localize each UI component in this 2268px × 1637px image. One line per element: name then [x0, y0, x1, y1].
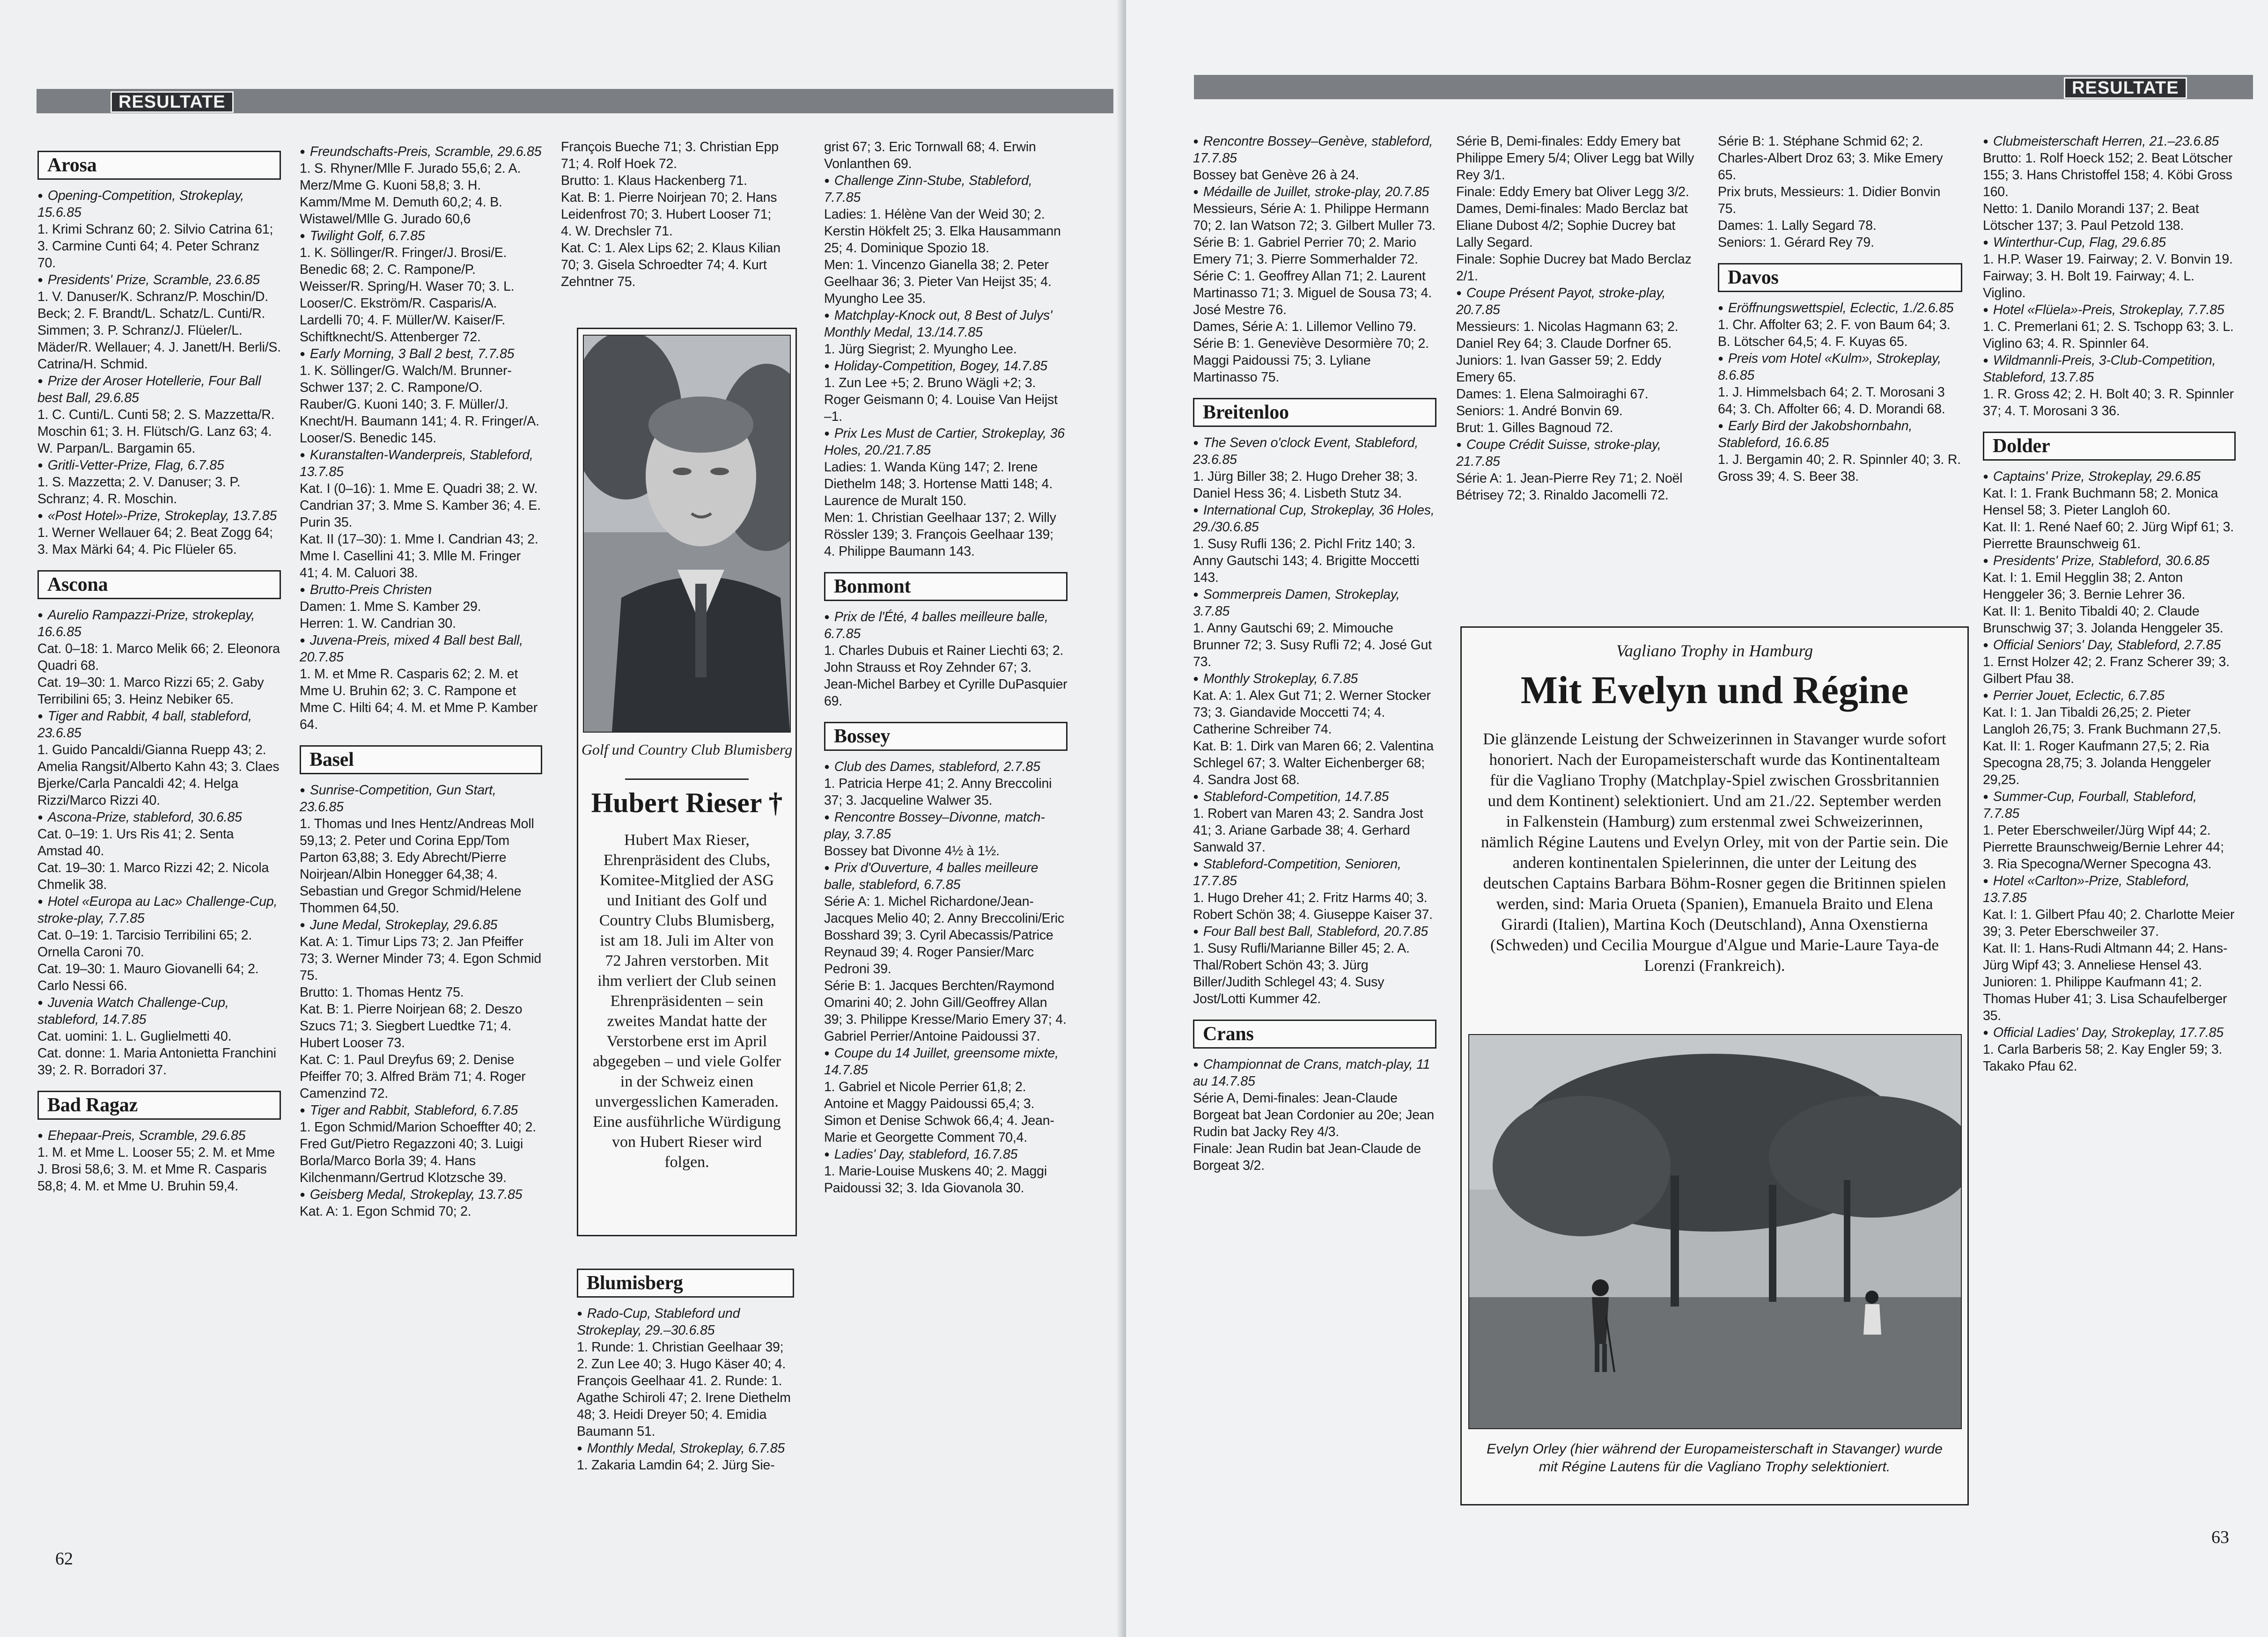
event-title: ● Ascona-Prize, stableford, 30.6.85 [37, 809, 281, 826]
result-line: Brutto: 1. Thomas Hentz 75. [300, 985, 464, 1000]
obituary-club: Golf und Country Club Blumisberg [581, 741, 793, 758]
event-title: ● Prix d'Ouverture, 4 balles meilleure balle, stableford, 6.7.85 [824, 859, 1068, 893]
result-line: 1. K. Söllinger/R. Fringer/J. Brosi/E. Benedic 68; 2. C. Rampone/P. Weisser/R. Spring/H. Waser 70; 3. L. Looser/C. Ekström/R. Casparis/A. Lardelli 70; 4. F. Müller/W. Kaiser/F. Schiftknecht/S. Attenberger 72. [300, 245, 515, 345]
event-title: ● Ladies' Day, stableford, 16.7.85 [824, 1146, 1068, 1163]
obituary-text: Hubert Max Rieser, Ehrenpräsident des Clubs, Komitee-Mitglied der ASG und Initiant des Golf und Country Clubs Blumisberg, ist am 18. Juli im Alter von 72 Jahren verstorben. Mit ihm verliert der Club seinen Ehrenpräsidenten – sein zweites Mandat hatte der Verstorbene erst im April abgegeben – und viele Golfer in der Schweiz einen unvergesslichen Kameraden. Eine ausführliche Würdigung von Hubert Rieser wird folgen. [592, 831, 781, 1171]
result-line: Kat. B: 1. Dirk van Maren 66; 2. Valentina Schlegel 67; 3. Walter Eichenberger 68; 4. Sandra Jost 68. [1193, 739, 1434, 787]
result-line: 1. C. Cunti/L. Cunti 58; 2. S. Mazzetta/R. Moschin 61; 3. H. Flütsch/G. Lanz 63; 4. W. Parpan/L. Bargamin 65. [37, 407, 275, 456]
result-line: Kat. I: 1. Gilbert Pfau 40; 2. Charlotte Meier 39; 3. Peter Eberschweiler 37. [1983, 907, 2235, 939]
cross-icon: † [768, 787, 783, 818]
result-line: 1. Thomas und Ines Hentz/Andreas Moll 59,13; 2. Peter und Corina Epp/Tom Parton 63,88; 3. Edy Abrecht/Pierre Noirjean/Albin Honegger 64,38; 4. Sebastian und Gregor Schmid/Helene Thommen 64,50. [300, 816, 534, 916]
result-line: 1. Carla Barberis 58; 2. Kay Engler 59; 3. Takako Pfau 62. [1983, 1042, 2223, 1074]
section-header-bar [37, 89, 1113, 113]
club-heading: Davos [1718, 263, 1962, 292]
result-line: Finale: Jean Rudin bat Jean-Claude de Borgeat 3/2. [1193, 1141, 1421, 1173]
event-title: ● Eröffnungswettspiel, Eclectic, 1./2.6.85 [1718, 300, 1962, 316]
left-page [0, 0, 1126, 1637]
result-line: Men: 1. Vincenzo Gianella 38; 2. Peter Geelhaar 36; 3. Pieter Van Heijst 35; 4. Myungho Lee 35. [824, 257, 1052, 306]
result-line: Seniors: 1. André Bonvin 69. [1456, 404, 1623, 418]
event-title: ● Preis vom Hotel «Kulm», Strokeplay, 8.6.85 [1718, 350, 1962, 384]
event-title: ● Early Bird der Jakobshornbahn, Stableford, 16.6.85 [1718, 418, 1962, 451]
result-line: 1. Peter Eberschweiler/Jürg Wipf 44; 2. Pierrette Braunschweig/Bernie Lehrer 44; 3. Ria Specogna/Werner Specogna 43. [1983, 823, 2224, 872]
results-column-6 [1456, 133, 1700, 504]
event-title: ● Sunrise-Competition, Gun Start, 23.6.85 [300, 782, 542, 815]
section-header-tag: RESULTATE [110, 91, 234, 113]
event-title: ● Official Ladies' Day, Strokeplay, 17.7.85 [1983, 1024, 2236, 1041]
result-line: 1. Jürg Biller 38; 2. Hugo Dreher 38; 3. Daniel Hess 36; 4. Lisbeth Stutz 34. [1193, 469, 1418, 501]
event-title: ● Matchplay-Knock out, 8 Best of Julys' Monthly Medal, 13./14.7.85 [824, 307, 1068, 341]
section-header-bar-right [1194, 75, 2253, 99]
divider [625, 778, 749, 780]
result-line: 1. Anny Gautschi 69; 2. Mimouche Brunner 72; 3. Susy Rufli 72; 4. José Gut 73. [1193, 621, 1432, 669]
result-line: Série A: 1. Michel Richardone/Jean-Jacques Melio 40; 2. Anny Breccolini/Eric Bosshard 39; 3. Cyril Abecassis/Patrice Reynaud 39; 4. Roger Pansier/Marc Pedroni 39. [824, 894, 1064, 976]
club-heading: Dolder [1983, 432, 2236, 461]
result-line: Kat. II (17–30): 1. Mme I. Candrian 43; 2. Mme I. Casellini 41; 3. Mlle M. Fringer 41; 4. M. Caluori 38. [300, 532, 538, 580]
club-heading: Crans [1193, 1020, 1436, 1049]
result-line: Dames: 1. Elena Salmoiraghi 67. [1456, 387, 1649, 402]
result-line: Juniors: 1. Ivan Gasser 59; 2. Eddy Emery 65. [1456, 353, 1662, 385]
event-title: ● «Post Hotel»-Prize, Strokeplay, 13.7.85 [37, 507, 281, 524]
result-line: 1. J. Himmelsbach 64; 2. T. Morosani 3 64; 3. Ch. Affolter 66; 4. D. Morandi 68. [1718, 385, 1945, 417]
result-line: Kat. B: 1. Pierre Noirjean 68; 2. Deszo Szucs 71; 3. Siegbert Luedtke 71; 4. Hubert Looser 73. [300, 1002, 523, 1050]
event-title: ● Wildmannli-Preis, 3-Club-Competition, Stableford, 13.7.85 [1983, 352, 2236, 386]
event-title: ● Gritli-Vetter-Prize, Flag, 6.7.85 [37, 457, 281, 474]
event-title: ● Tiger and Rabbit, Stableford, 6.7.85 [300, 1102, 542, 1119]
result-line: 1. J. Bergamin 40; 2. R. Spinnler 40; 3. R. Gross 39; 4. S. Beer 38. [1718, 452, 1961, 484]
event-title: ● Prix de l'Été, 4 balles meilleure balle, 6.7.85 [824, 609, 1068, 642]
result-line: 1. Susy Rufli/Marianne Biller 45; 2. A. Thal/Robert Schön 43; 3. Jürg Biller/Judith Schlegel 43; 4. Susy Jost/Lotti Kummer 42. [1193, 941, 1410, 1006]
result-line: 1. Marie-Louise Muskens 40; 2. Maggi Paidoussi 32; 3. Ida Giovanola 30. [824, 1164, 1047, 1196]
page-number-right: 63 [2211, 1527, 2229, 1547]
feature-headline: Mit Evelyn und Régine [1520, 668, 1909, 712]
event-title: ● Hotel «Flüela»-Preis, Strokeplay, 7.7.85 [1983, 301, 2236, 318]
event-title: ● Early Morning, 3 Ball 2 best, 7.7.85 [300, 345, 542, 362]
result-line: Men: 1. Christian Geelhaar 137; 2. Willy Rössler 139; 3. François Geelhaar 139; 4. Philippe Baumann 143. [824, 510, 1056, 559]
result-line: Cat. 19–30: 1. Marco Rizzi 42; 2. Nicola Chmelik 38. [37, 860, 269, 892]
event-title: ● Summer-Cup, Fourball, Stableford, 7.7.85 [1983, 788, 2236, 822]
event-title: ● Winterthur-Cup, Flag, 29.6.85 [1983, 234, 2236, 251]
result-line: Finale: Sophie Ducrey bat Mado Berclaz 2/1. [1456, 252, 1692, 284]
event-title: ● Freundschafts-Preis, Scramble, 29.6.85 [300, 143, 542, 160]
result-line: Messieurs: 1. Nicolas Hagmann 63; 2. Daniel Rey 64; 3. Claude Dorfner 65. [1456, 319, 1679, 351]
results-column-8 [1983, 133, 2236, 1075]
result-line: Cat. 0–19: 1. Urs Ris 41; 2. Senta Amstad 40. [37, 827, 234, 859]
event-title: ● Kuranstalten-Wanderpreis, Stableford, 13.7.85 [300, 447, 542, 480]
result-line: 1. C. Premerlani 61; 2. S. Tschopp 63; 3. L. Viglino 63; 4. R. Spinnler 64. [1983, 319, 2234, 351]
result-line: Dames, Série A: 1. Lillemor Vellino 79. [1193, 319, 1416, 334]
result-line: Finale: Eddy Emery bat Oliver Legg 3/2. [1456, 184, 1689, 199]
result-line: 1. Ernst Holzer 42; 2. Franz Scherer 39; 3. Gilbert Pfau 38. [1983, 654, 2230, 686]
result-line: Junioren: 1. Philippe Kaufmann 41; 2. Thomas Huber 41; 3. Lisa Schaufelberger 35. [1983, 975, 2227, 1023]
portrait-image [584, 336, 790, 732]
event-title: ● Monthly Medal, Strokeplay, 6.7.85 [577, 1440, 794, 1457]
result-line: Kat. II: 1. Hans-Rudi Altmann 44; 2. Hans-Jürg Wipf 43; 3. Anneliese Hensel 43. [1983, 941, 2228, 973]
result-line: 1. Krimi Schranz 60; 2. Silvio Catrina 61; 3. Carmine Cunti 64; 4. Peter Schranz 70. [37, 222, 273, 271]
result-line: 1. S. Rhyner/Mlle F. Jurado 55,6; 2. A. Merz/Mme G. Kuoni 58,8; 3. H. Kamm/Mme M. Demuth 60,2; 4. B. Wistawel/Mlle G. Jurado 60,6 [300, 161, 521, 227]
result-line: 1. Egon Schmid/Marion Schoeffter 40; 2. Fred Gut/Pietro Regazzoni 40; 3. Luigi Borla/Marco Borla 39; 4. Hans Kilchenmann/Gertrud Klotzsche 39. [300, 1120, 536, 1185]
result-line: Kat. II: 1. Roger Kaufmann 27,5; 2. Ria Specogna 28,75; 3. Jolanda Henggeler 29,25. [1983, 739, 2211, 787]
event-title: ● Stableford-Competition, Senioren, 17.7.85 [1193, 856, 1436, 889]
result-line: 1. Zakaria Lamdin 64; 2. Jürg Sie- [577, 1458, 775, 1473]
page-number-left: 62 [55, 1549, 73, 1569]
result-line: 1. M. et Mme R. Casparis 62; 2. M. et Mme U. Bruhin 62; 3. C. Rampone et Mme C. Hilti 64; 4. M. et Mme P. Kamber 64. [300, 667, 538, 732]
event-title: ● Brutto-Preis Christen [300, 581, 542, 598]
results-column-1 [37, 151, 281, 1195]
event-title: ● Stableford-Competition, 14.7.85 [1193, 788, 1436, 805]
results-column-5 [1193, 133, 1436, 1174]
event-title: ● Challenge Zinn-Stube, Stableford, 7.7.85 [824, 172, 1068, 206]
result-line: 1. S. Mazzetta; 2. V. Danuser; 3. P. Schranz; 4. R. Moschin. [37, 475, 241, 507]
result-line: Messieurs, Série A: 1. Philippe Hermann 70; 2. Ian Watson 72; 3. Gilbert Muller 73. [1193, 201, 1436, 233]
event-title: ● Captains' Prize, Strokeplay, 29.6.85 [1983, 468, 2236, 485]
result-line: Kat. B: 1. Pierre Noirjean 70; 2. Hans Leidenfrost 70; 3. Hubert Looser 71; 4. W. Drechsler 71. [561, 190, 777, 239]
results-column-3-bottom [577, 1269, 794, 1474]
event-title: ● Hotel «Carlton»-Prize, Stableford, 13.7.85 [1983, 873, 2236, 906]
result-line: Cat. donne: 1. Maria Antonietta Franchini 39; 2. R. Borradori 37. [37, 1046, 276, 1078]
result-line: Cat. 0–18: 1. Marco Melik 66; 2. Eleonora Quadri 68. [37, 641, 280, 673]
event-title: ● Four Ball best Ball, Stableford, 20.7.85 [1193, 923, 1436, 940]
event-title: ● Holiday-Competition, Bogey, 14.7.85 [824, 358, 1068, 374]
event-title: ● Official Seniors' Day, Stableford, 2.7.85 [1983, 637, 2236, 653]
result-line: 1. Jürg Siegrist; 2. Myungho Lee. [824, 342, 1017, 357]
result-line: Kat. C: 1. Alex Lips 62; 2. Klaus Kilian 70; 3. Gisela Schroedter 74; 4. Kurt Zehntner 75. [561, 241, 781, 289]
result-line: 1. Robert van Maren 43; 2. Sandra Jost 41; 3. Ariane Garbade 38; 4. Gerhard Sanwald 37. [1193, 806, 1423, 855]
result-line: Brutto: 1. Rolf Hoeck 152; 2. Beat Lötscher 155; 3. Hans Christoffel 158; 4. Köbi Gross 160. [1983, 151, 2233, 199]
result-line: Bossey bat Genève 26 à 24. [1193, 168, 1359, 183]
club-heading: Arosa [37, 151, 281, 180]
result-line: 1. K. Söllinger/G. Walch/M. Brunner-Schwer 137; 2. C. Rampone/O. Rauber/G. Kuoni 140; 3. F. Müller/J. Knecht/H. Baumann 141; 4. R. Fringer/A. Looser/S. Benedic 145. [300, 363, 539, 446]
result-line: 1. Patricia Herpe 41; 2. Anny Breccolini 37; 3. Jacqueline Walwer 35. [824, 776, 1052, 808]
obituary-name: Hubert Rieser [591, 787, 762, 818]
result-line: Kat. I: 1. Jan Tibaldi 26,25; 2. Pieter Langloh 26,75; 3. Frank Buchmann 27,5. [1983, 705, 2221, 737]
obituary-box [577, 328, 797, 1236]
result-line: Damen: 1. Mme S. Kamber 29. [300, 599, 481, 614]
result-line: Brutto: 1. Klaus Hackenberg 71. [561, 173, 747, 188]
result-line: Série A, Demi-finales: Jean-Claude Borgeat bat Jean Cordonier au 20e; Jean Rudin bat Jacky Rey 4/3. [1193, 1091, 1435, 1139]
result-line: Kat. II: 1. René Naef 60; 2. Jürg Wipf 61; 3. Pierrette Braunschweig 61. [1983, 520, 2234, 551]
club-heading: Bad Ragaz [37, 1091, 281, 1120]
event-title: ● Perrier Jouet, Eclectic, 6.7.85 [1983, 687, 2236, 704]
club-heading: Breitenloo [1193, 398, 1436, 427]
club-heading: Bonmont [824, 572, 1068, 601]
result-line: Série B, Demi-finales: Eddy Emery bat Philippe Emery 5/4; Oliver Legg bat Willy Rey 3/1. [1456, 134, 1694, 183]
feature-body: Die glänzende Leistung der Schweizerinnen in Stavanger wurde sofort honoriert. Nach der Europameisterschaft wurde das Kontinentalteam für die Vagliano Trophy (Matchplay-Spiel zwischen Grossbritannien und dem Kontinent) selektioniert. Und am 21./22. September werden in Falkenstein (Hamburg) zum erstenmal zwei Schweizerinnen, nämlich Régine Lautens und Evelyn Orley, mit von der Partie sein. Die anderen kontinentalen Spielerinnen, die unter der Leitung des deutschen Captains Barbara Böhm-Rosner gegen die Britinnen spielen werden, sind: Maria Orueta (Spanien), Emanuela Braito und Elena Girardi (Italien), Martina Koch (Deutschland), Anna Oxenstierna (Schweden) und Cecilia Mourgue d'Algue und Marie-Laure Taya-de Lorenzi (Frankreich). [1481, 730, 1948, 975]
event-title: ● Hotel «Europa au Lac» Challenge-Cup, stroke-play, 7.7.85 [37, 893, 281, 927]
result-line: Série B: 1. Geneviève Desormière 70; 2. Maggi Paidoussi 75; 3. Lyliane Martinasso 75. [1193, 336, 1429, 385]
club-heading: Blumisberg [577, 1269, 794, 1298]
results-column-2 [300, 143, 542, 1220]
result-line: Ladies: 1. Wanda Küng 147; 2. Irene Diethelm 148; 3. Hortense Matti 148; 4. Laurence de Muralt 150. [824, 460, 1053, 508]
result-line: Kat. A: 1. Egon Schmid 70; 2. [300, 1204, 471, 1219]
golf-image [1469, 1035, 1961, 1428]
event-title: ● Twilight Golf, 6.7.85 [300, 228, 542, 244]
club-heading: Basel [300, 745, 542, 774]
event-title: ● Club des Dames, stableford, 2.7.85 [824, 758, 1068, 775]
result-line: Dames, Demi-finales: Mado Berclaz bat Eliane Dubost 4/2; Sophie Ducrey bat Lally Segard. [1456, 201, 1688, 250]
event-title: ● Rencontre Bossey–Divonne, match-play, 3.7.85 [824, 809, 1068, 843]
event-title: ● Presidents' Prize, Scramble, 23.6.85 [37, 272, 281, 288]
result-line: 1. Chr. Affolter 63; 2. F. von Baum 64; 3. B. Lötscher 64,5; 4. F. Kuyas 65. [1718, 317, 1951, 349]
results-column-7 [1718, 133, 1962, 485]
result-line: 1. Zun Lee +5; 2. Bruno Wägli +2; 3. Roger Geismann 0; 4. Louise Van Heijst –1. [824, 375, 1058, 424]
result-line: Kat. I: 1. Emil Hegglin 38; 2. Anton Henggeler 36; 3. Bernie Lehrer 36. [1983, 570, 2186, 602]
result-line: 1. Susy Rufli 136; 2. Pichl Fritz 140; 3. Anny Gautschi 143; 4. Brigitte Moccetti 143. [1193, 536, 1420, 585]
result-line: Brut: 1. Gilles Bagnoud 72. [1456, 420, 1613, 435]
result-line: Dames: 1. Lally Segard 78. [1718, 218, 1877, 233]
result-line: grist 67; 3. Eric Tornwall 68; 4. Erwin Vonlanthen 69. [824, 139, 1036, 171]
event-title: ● Coupe Crédit Suisse, stroke-play, 21.7.85 [1456, 436, 1700, 470]
event-title: ● June Medal, Strokeplay, 29.6.85 [300, 917, 542, 933]
event-title: ● Prize der Aroser Hotellerie, Four Ball best Ball, 29.6.85 [37, 373, 281, 406]
result-line: 1. H.P. Waser 19. Fairway; 2. V. Bonvin 19. Fairway; 3. H. Bolt 19. Fairway; 4. L. Viglino. [1983, 252, 2233, 301]
event-title: ● Prix Les Must de Cartier, Strokeplay, 36 Holes, 20./21.7.85 [824, 425, 1068, 459]
event-title: ● Tiger and Rabbit, 4 ball, stableford, 23.6.85 [37, 708, 281, 741]
result-line: Cat. 0–19: 1. Tarcisio Terribilini 65; 2. Ornella Caroni 70. [37, 928, 252, 960]
result-line: 1. R. Gross 42; 2. H. Bolt 40; 3. R. Spinnler 37; 4. T. Morosani 3 36. [1983, 387, 2234, 418]
result-line: Seniors: 1. Gérard Rey 79. [1718, 235, 1874, 250]
feature-kicker: Vagliano Trophy in Hamburg [1616, 641, 1813, 660]
event-title: ● Coupe du 14 Juillet, greensome mixte, 14.7.85 [824, 1045, 1068, 1079]
result-line: 1. Werner Wellauer 64; 2. Beat Zogg 64; 3. Max Märki 64; 4. Pic Flüeler 65. [37, 525, 273, 557]
event-title: ● Clubmeisterschaft Herren, 21.–23.6.85 [1983, 133, 2236, 150]
result-line: Série B: 1. Gabriel Perrier 70; 2. Mario Emery 71; 3. Pierre Sommerhalder 72. [1193, 235, 1418, 267]
event-title: ● International Cup, Strokeplay, 36 Holes, 29./30.6.85 [1193, 502, 1436, 536]
result-line: Kat. C: 1. Paul Dreyfus 69; 2. Denise Pfeiffer 70; 3. Alfred Bräm 71; 4. Roger Camenzind 72. [300, 1052, 526, 1101]
club-heading: Ascona [37, 570, 281, 599]
club-heading: Bossey [824, 722, 1068, 751]
event-title: ● Aurelio Rampazzi-Prize, strokeplay, 16.6.85 [37, 607, 281, 640]
event-title: ● Coupe Présent Payot, stroke-play, 20.7.85 [1456, 285, 1700, 318]
result-line: 1. M. et Mme L. Looser 55; 2. M. et Mme J. Brosi 58,6; 3. M. et Mme R. Casparis 58,8; 4. M. et Mme U. Bruhin 59,4. [37, 1145, 275, 1194]
result-line: 1. Hugo Dreher 41; 2. Fritz Harms 40; 3. Robert Schön 38; 4. Giuseppe Kaiser 37. [1193, 890, 1433, 922]
result-line: Kat. A: 1. Alex Gut 71; 2. Werner Stocker 73; 3. Giandavide Moccetti 74; 4. Catherine Schreiber 74. [1193, 688, 1431, 737]
event-title: ● Juvena-Preis, mixed 4 Ball best Ball, 20.7.85 [300, 632, 542, 666]
event-title: ● Sommerpreis Damen, Strokeplay, 3.7.85 [1193, 586, 1436, 620]
result-line: Kat. A: 1. Timur Lips 73; 2. Jan Pfeiffer 73; 3. Werner Minder 73; 4. Egon Schmid 75. [300, 934, 542, 983]
event-title: ● Médaille de Juillet, stroke-play, 20.7.85 [1193, 184, 1436, 200]
result-line: 1. V. Danuser/K. Schranz/P. Moschin/D. Beck; 2. F. Brandt/L. Schatz/L. Cunti/R. Simmen; 3. P. Schranz/J. Flüeler/L. Mäder/R. Wellauer; 4. J. Janett/H. Berli/S. Catrina/H. Schmid. [37, 289, 281, 372]
result-line: Cat. 19–30: 1. Marco Rizzi 65; 2. Gaby Terribilini 65; 3. Heinz Nebiker 65. [37, 675, 264, 707]
result-line: Kat. II: 1. Benito Tibaldi 40; 2. Claude Brunschwig 37; 3. Jolanda Henggeler 35. [1983, 604, 2224, 636]
event-title: ● Rencontre Bossey–Genève, stableford, 17.7.85 [1193, 133, 1436, 167]
result-line: 1. Guido Pancaldi/Gianna Ruepp 43; 2. Amelia Rangsit/Alberto Kahn 43; 3. Claes Bjerke/Carla Pancaldi 42; 4. Helga Rizzi/Marco Rizzi 40. [37, 742, 280, 808]
result-line: Bossey bat Divonne 4½ à 1½. [824, 844, 1000, 859]
result-line: Série B: 1. Stéphane Schmid 62; 2. Charles-Albert Droz 63; 3. Mike Emery 65. [1718, 134, 1943, 183]
result-line: Kat. I (0–16): 1. Mme E. Quadri 38; 2. W. Candrian 37; 3. Mme S. Kamber 36; 4. E. Purin 35. [300, 481, 541, 530]
result-line: 1. Charles Dubuis et Rainer Liechti 63; 2. John Strauss et Roy Zehnder 67; 3. Jean-Michel Barbey et Cyrille DuPasquier 69. [824, 643, 1068, 709]
result-line: François Bueche 71; 3. Christian Epp 71; 4. Rolf Hoek 72. [561, 139, 779, 171]
obituary-title [578, 786, 795, 820]
event-title: ● Ehepaar-Preis, Scramble, 29.6.85 [37, 1127, 281, 1144]
result-line: Cat. 19–30: 1. Mauro Giovanelli 64; 2. Carlo Nessi 66. [37, 962, 259, 993]
event-title: ● Monthly Strokeplay, 6.7.85 [1193, 670, 1436, 687]
result-line: Kat. I: 1. Frank Buchmann 58; 2. Monica Hensel 58; 3. Pieter Langloh 60. [1983, 486, 2218, 518]
result-line: 1. Gabriel et Nicole Perrier 61,8; 2. Antoine et Maggy Paidoussi 65,4; 3. Simon et Denise Schwok 66,4; 4. Jean-Marie et Georgette Comment 70,4. [824, 1079, 1054, 1145]
event-title: ● Championnat de Crans, match-play, 11 au 14.7.85 [1193, 1056, 1436, 1090]
section-header-tag-right: RESULTATE [2064, 77, 2187, 99]
result-line: Netto: 1. Danilo Morandi 137; 2. Beat Lötscher 137; 3. Paul Petzold 138. [1983, 201, 2199, 233]
event-title: ● Presidents' Prize, Stableford, 30.6.85 [1983, 552, 2236, 569]
result-line: Série A: 1. Jean-Pierre Rey 71; 2. Noël Bétrisey 72; 3. Rinaldo Jacomelli 72. [1456, 471, 1683, 503]
feature-caption: Evelyn Orley (hier während der Europameisterschaft in Stavanger) wurde mit Régine Lautens für die Vagliano Trophy selektioniert. [1487, 1441, 1943, 1475]
result-line: Cat. uomini: 1. L. Guglielmetti 40. [37, 1029, 232, 1044]
result-line: Ladies: 1. Hélène Van der Weid 30; 2. Kerstin Hökfelt 25; 3. Elka Hausammann 25; 4. Dominique Spozio 18. [824, 207, 1061, 256]
result-line: 1. Runde: 1. Christian Geelhaar 39; 2. Zun Lee 40; 3. Hugo Käser 40; 4. François Geelhaar 41. 2. Runde: 1. Agathe Schiroli 47; 2. Irene Diethelm 48; 3. Heidi Dreyer 50; 4. Emidia Baumann 51. [577, 1340, 791, 1439]
right-page [1126, 0, 2268, 1637]
feature-box [1460, 626, 1969, 1505]
portrait-photo [583, 335, 791, 733]
event-title: ● Rado-Cup, Stableford und Strokeplay, 29.–30.6.85 [577, 1305, 794, 1339]
results-column-3-top [561, 139, 785, 290]
result-line: Herren: 1. W. Candrian 30. [300, 616, 456, 631]
event-title: ● Opening-Competition, Strokeplay, 15.6.85 [37, 187, 281, 221]
golf-photo [1468, 1034, 1962, 1429]
result-line: Série B: 1. Jacques Berchten/Raymond Omarini 40; 2. John Gill/Geoffrey Allan 39; 3. Philippe Kresse/Mario Emery 37; 4. Gabriel Perrier/Antoine Paidoussi 37. [824, 978, 1067, 1044]
event-title: ● The Seven o'clock Event, Stableford, 23.6.85 [1193, 434, 1436, 468]
results-column-4 [824, 139, 1068, 1197]
result-line: Série C: 1. Geoffrey Allan 71; 2. Laurent Martinasso 71; 3. Miguel de Sousa 73; 4. José Mestre 76. [1193, 269, 1432, 317]
event-title: ● Geisberg Medal, Strokeplay, 13.7.85 [300, 1186, 542, 1203]
result-line: Prix bruts, Messieurs: 1. Didier Bonvin 75. [1718, 184, 1941, 216]
event-title: ● Juvenia Watch Challenge-Cup, stableford, 14.7.85 [37, 994, 281, 1028]
